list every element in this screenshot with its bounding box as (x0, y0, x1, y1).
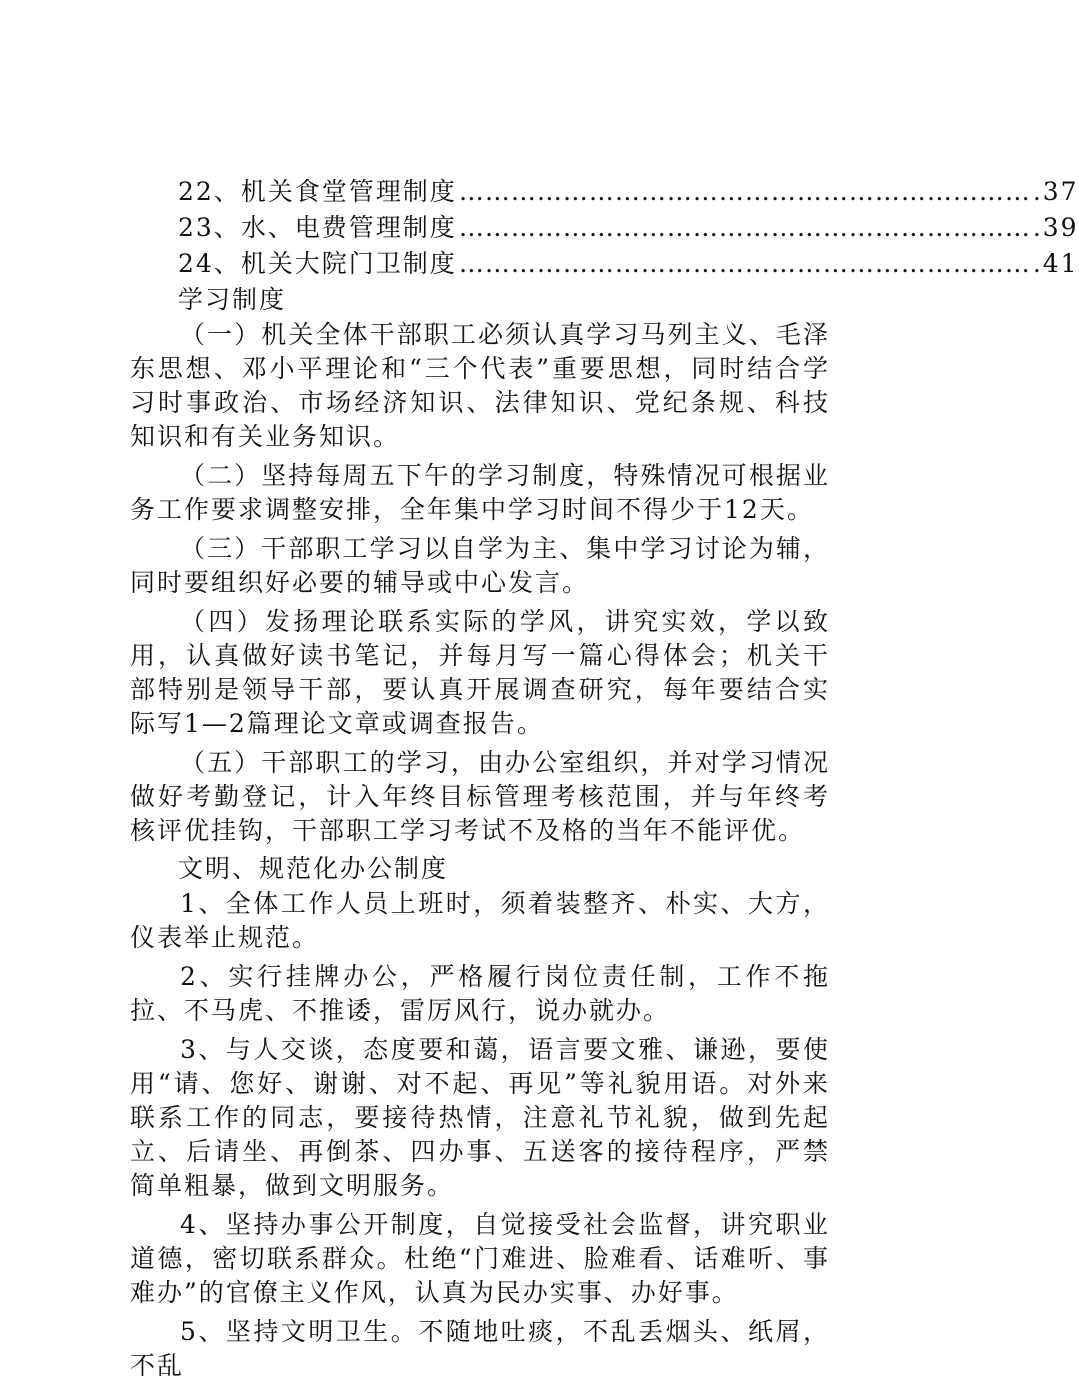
paragraph: 4、坚持办事公开制度，自觉接受社会监督，讲究职业道德，密切联系群众。杜绝“门难进、脸难看、话难听、事难办”的官僚主义作风，认真为民办实事、办好事。 (130, 1210, 830, 1307)
paragraph: （四）发扬理论联系实际的学风，讲究实效，学以致用，认真做好读书笔记，并每月写一篇心得体会；机关干部特别是领导干部，要认真开展调查研究，每年要结合实际写1—2篇理论文章或调查报告。 (130, 607, 830, 738)
paragraph: 5、坚持文明卫生。不随地吐痰，不乱丢烟头、纸屑，不乱 (130, 1317, 830, 1380)
paragraph: 3、与人交谈，态度要和蔼，语言要文雅、谦逊，要使用“请、您好、谢谢、对不起、再见”等礼貌用语。对外来联系工作的同志，要接待热情，注意礼节礼貌，做到先起立、后请坐、再倒茶、四办事、五送客的接待程序，严禁简单粗暴，做到文明服务。 (130, 1035, 830, 1200)
paragraph: （二）坚持每周五下午的学习制度，特殊情况可根据业务工作要求调整安排，全年集中学习时间不得少于12天。 (130, 461, 830, 524)
toc-title: 23、水、电费管理制度 (178, 213, 457, 242)
toc-entry (130, 174, 1079, 210)
section-heading-office: 文明、规范化办公制度 (178, 854, 449, 883)
paragraph: （三）干部职工学习以自学为主、集中学习讨论为辅，同时要组织好必要的辅导或中心发言。 (130, 534, 830, 597)
toc-page-number: .37 (1032, 177, 1079, 206)
toc-leader: ………………………………………………………… (458, 177, 1031, 206)
toc-leader: ………………………………………………………… (458, 249, 1031, 278)
toc-title: 22、机关食堂管理制度 (178, 177, 457, 206)
toc-page-number: .41 (1032, 249, 1079, 278)
toc-leader: ………………………………………………………… (458, 213, 1031, 242)
paragraph: （五）干部职工的学习，由办公室组织，并对学习情况做好考勤登记，计入年终目标管理考核范围，并与年终考核评优挂钩，干部职工学习考试不及格的当年不能评优。 (130, 748, 830, 845)
document-body (130, 174, 1079, 1388)
toc-entry (130, 246, 1079, 282)
paragraph: 1、全体工作人员上班时，须着装整齐、朴实、大方，仪表举止规范。 (130, 889, 830, 952)
paragraph: （一）机关全体干部职工必须认真学习马列主义、毛泽东思想、邓小平理论和“三个代表”重要思想，同时结合学习时事政治、市场经济知识、法律知识、党纪条规、科技知识和有关业务知识。 (130, 320, 830, 451)
toc-entry (130, 210, 1079, 246)
paragraph: 2、实行挂牌办公，严格履行岗位责任制，工作不拖拉、不马虎、不推诿，雷厉风行，说办就办。 (130, 962, 830, 1025)
toc-title: 24、机关大院门卫制度 (178, 249, 457, 278)
section-heading-study: 学习制度 (178, 285, 287, 314)
toc-page-number: .39 (1032, 213, 1079, 242)
